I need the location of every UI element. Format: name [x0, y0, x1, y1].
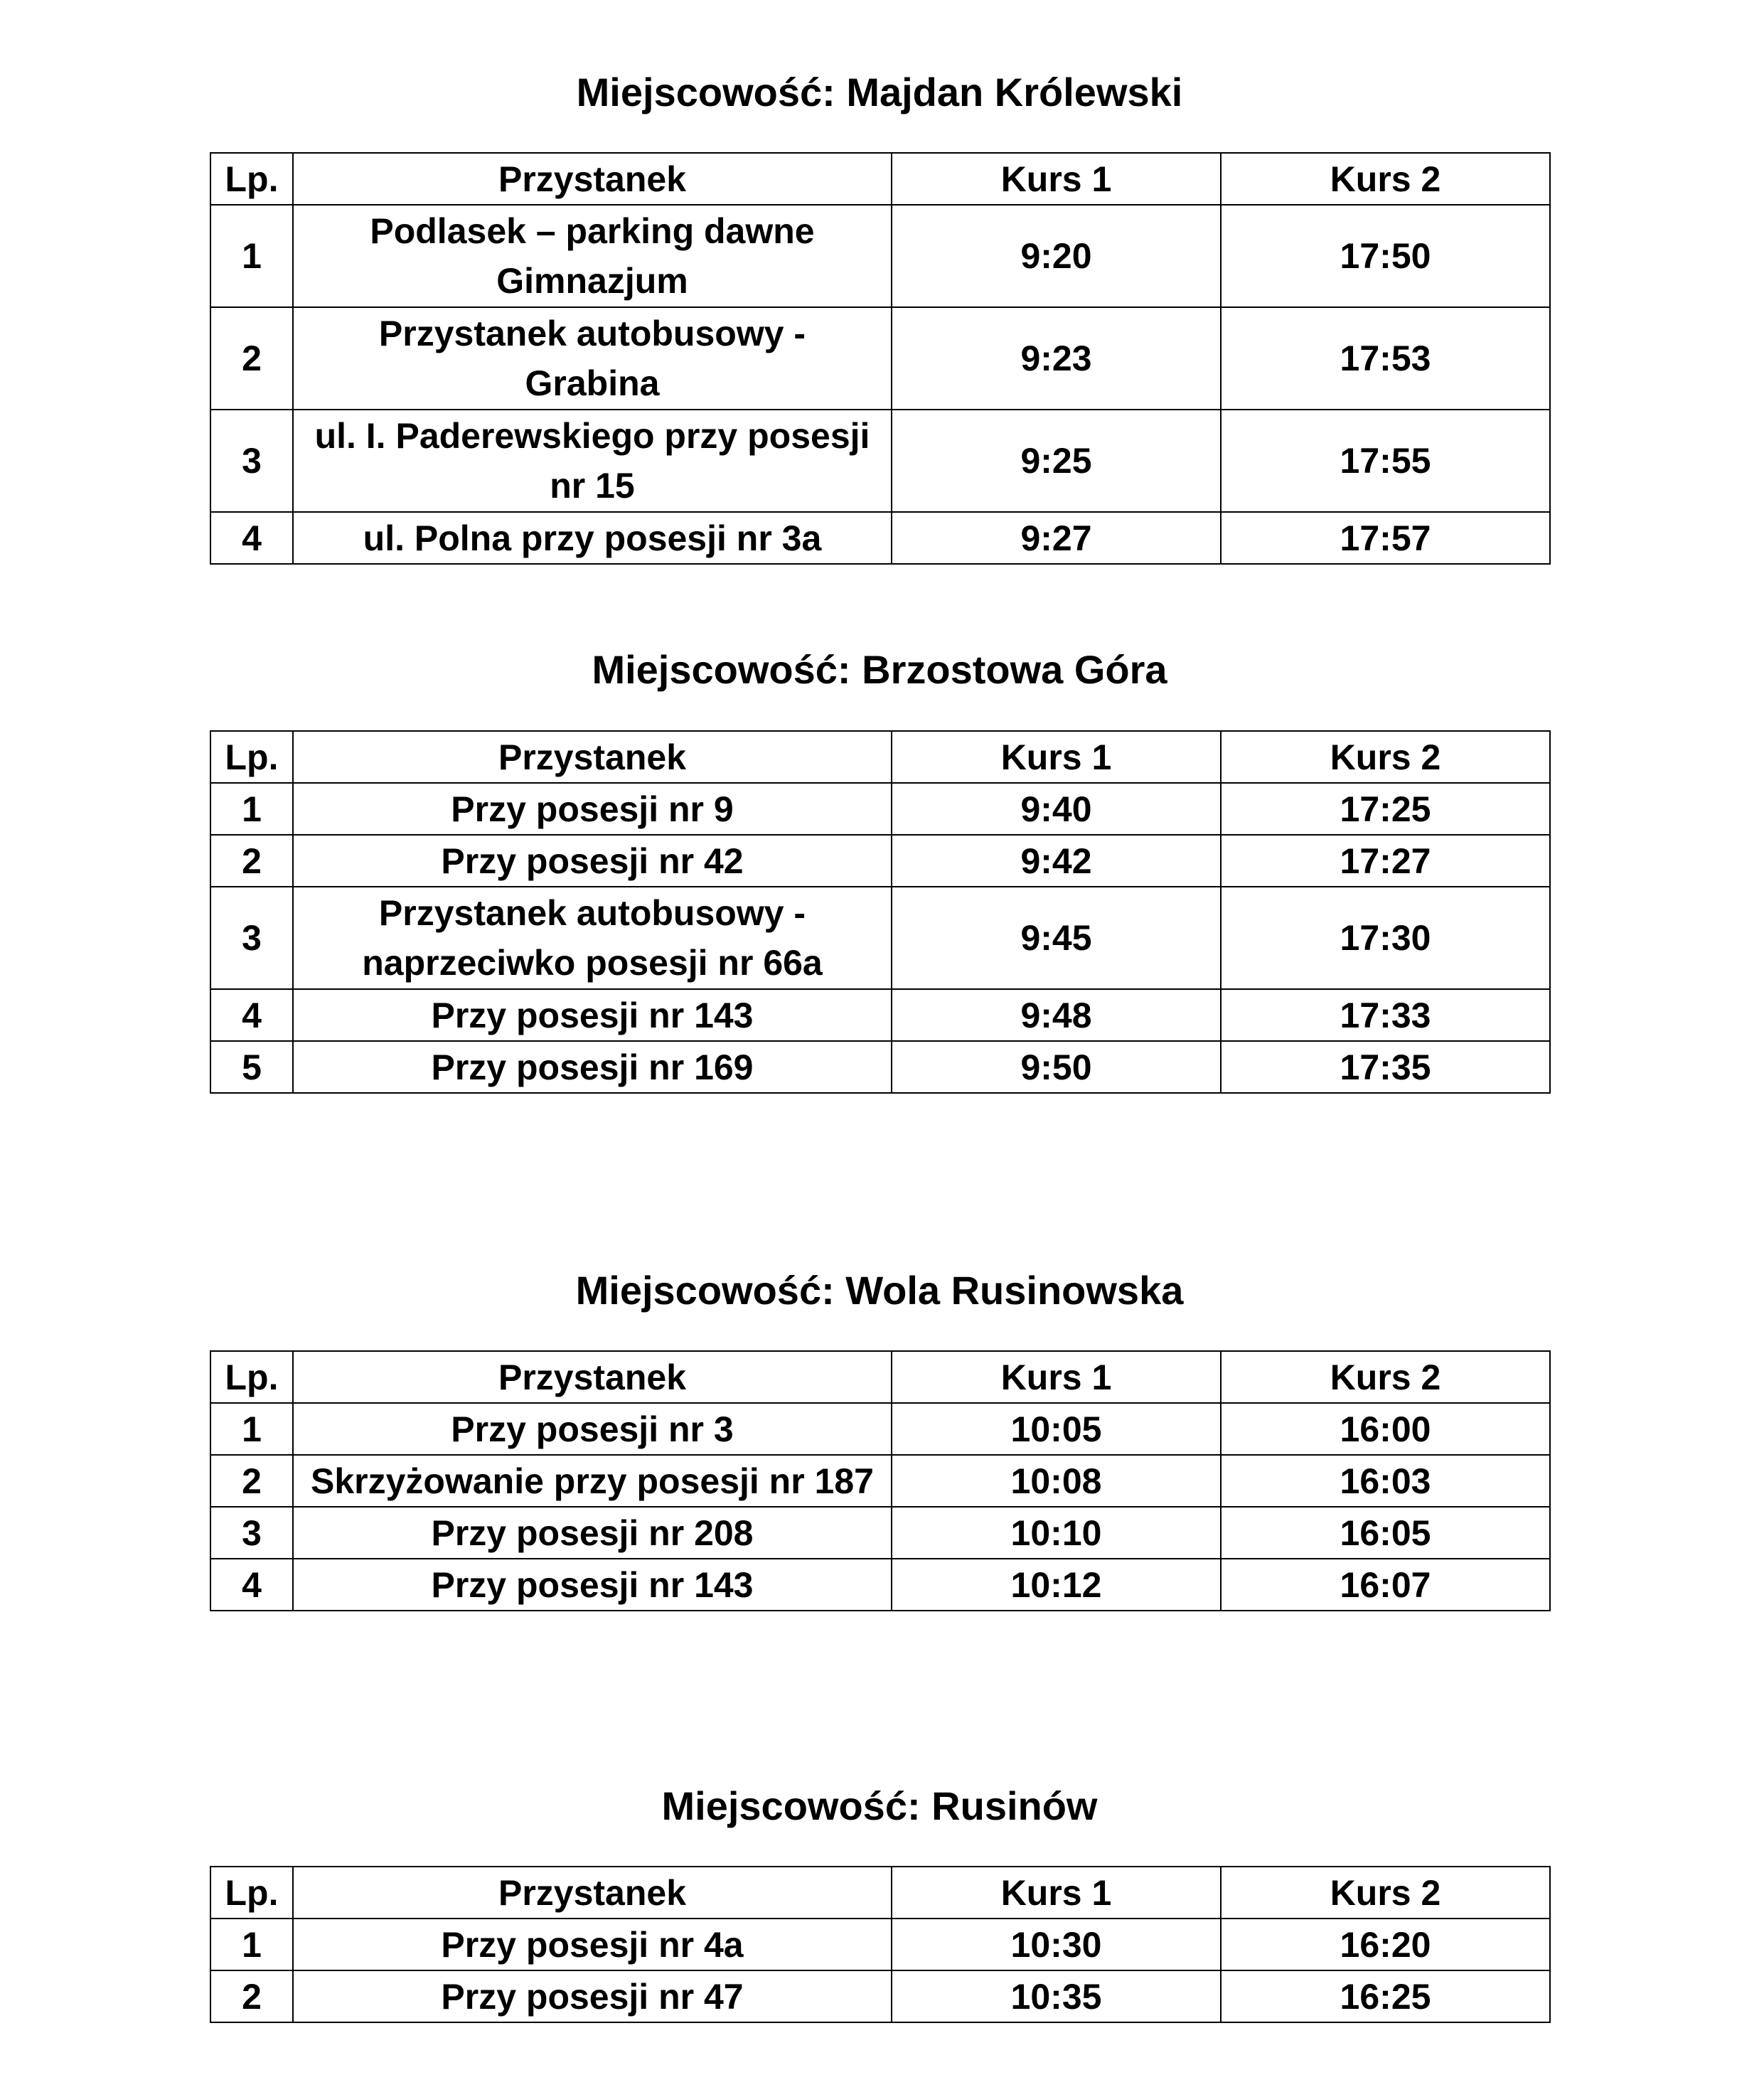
cell-stop: Przy posesji nr 4a [293, 1919, 892, 1970]
header-kurs-2: Kurs 2 [1221, 731, 1550, 783]
cell-lp: 5 [210, 1041, 293, 1093]
cell-kurs-2: 17:35 [1221, 1041, 1550, 1093]
cell-lp: 2 [210, 1455, 293, 1507]
section-title: Miejscowość: Brzostowa Góra [592, 647, 1167, 692]
cell-kurs-2: 17:50 [1221, 205, 1550, 307]
cell-stop: Przy posesji nr 9 [293, 783, 892, 835]
cell-kurs-2: 17:27 [1221, 835, 1550, 887]
cell-kurs-1: 10:05 [892, 1403, 1221, 1455]
header-lp: Lp. [210, 1351, 293, 1403]
cell-kurs-1: 9:48 [892, 989, 1221, 1041]
header-kurs-2: Kurs 2 [1221, 153, 1550, 205]
schedule-table [210, 730, 1551, 1094]
table-header-row [210, 1351, 1550, 1403]
cell-kurs-2: 17:30 [1221, 887, 1550, 989]
cell-lp: 4 [210, 989, 293, 1041]
table-row [210, 887, 1550, 989]
section-title: Miejscowość: Wola Rusinowska [575, 1268, 1184, 1313]
header-kurs-1: Kurs 1 [892, 1867, 1221, 1919]
cell-stop [293, 410, 892, 512]
cell-stop: Przy posesji nr 47 [293, 1970, 892, 2022]
header-kurs-1: Kurs 1 [892, 153, 1221, 205]
cell-stop [293, 307, 892, 410]
cell-lp: 1 [210, 1403, 293, 1455]
stop-line-2: nr 15 [550, 466, 635, 506]
table-row [210, 205, 1550, 307]
cell-kurs-1: 9:20 [892, 205, 1221, 307]
table-row [210, 783, 1550, 835]
cell-kurs-1: 9:27 [892, 512, 1221, 564]
cell-kurs-1: 9:23 [892, 307, 1221, 410]
table-header-row [210, 153, 1550, 205]
table-row [210, 1507, 1550, 1559]
cell-stop: Przy posesji nr 42 [293, 835, 892, 887]
table-row [210, 1455, 1550, 1507]
cell-kurs-1: 9:50 [892, 1041, 1221, 1093]
schedule-table [210, 152, 1551, 565]
stop-line-1: ul. I. Paderewskiego przy posesji [314, 416, 870, 456]
cell-kurs-1: 9:45 [892, 887, 1221, 989]
cell-lp: 3 [210, 887, 293, 989]
cell-kurs-2: 16:05 [1221, 1507, 1550, 1559]
cell-kurs-1: 10:10 [892, 1507, 1221, 1559]
cell-kurs-2: 16:03 [1221, 1455, 1550, 1507]
cell-stop: Przy posesji nr 208 [293, 1507, 892, 1559]
table-header-row [210, 731, 1550, 783]
header-kurs-1: Kurs 1 [892, 1351, 1221, 1403]
header-stop: Przystanek [293, 153, 892, 205]
cell-lp: 2 [210, 835, 293, 887]
schedule-table [210, 1866, 1551, 2023]
cell-lp: 3 [210, 410, 293, 512]
cell-stop: ul. Polna przy posesji nr 3a [293, 512, 892, 564]
table-row [210, 1970, 1550, 2022]
cell-stop: Przy posesji nr 169 [293, 1041, 892, 1093]
cell-lp: 1 [210, 783, 293, 835]
cell-kurs-1: 9:40 [892, 783, 1221, 835]
cell-kurs-1: 10:08 [892, 1455, 1221, 1507]
table-row [210, 1919, 1550, 1970]
section-title: Miejscowość: Rusinów [661, 1783, 1098, 1828]
stop-line-2: naprzeciwko posesji nr 66a [362, 943, 823, 983]
table-row [210, 410, 1550, 512]
table-row [210, 512, 1550, 564]
table-row [210, 835, 1550, 887]
cell-lp: 1 [210, 205, 293, 307]
stop-line-2: Gimnazjum [496, 261, 688, 301]
cell-kurs-2: 17:33 [1221, 989, 1550, 1041]
cell-lp: 2 [210, 1970, 293, 2022]
cell-stop: Przy posesji nr 143 [293, 1559, 892, 1611]
cell-kurs-1: 9:42 [892, 835, 1221, 887]
cell-lp: 4 [210, 1559, 293, 1611]
header-lp: Lp. [210, 153, 293, 205]
table-row [210, 1403, 1550, 1455]
cell-stop: Przy posesji nr 143 [293, 989, 892, 1041]
header-kurs-2: Kurs 2 [1221, 1351, 1550, 1403]
cell-kurs-1: 10:12 [892, 1559, 1221, 1611]
header-lp: Lp. [210, 731, 293, 783]
cell-kurs-1: 9:25 [892, 410, 1221, 512]
cell-kurs-2: 17:55 [1221, 410, 1550, 512]
cell-kurs-2: 16:07 [1221, 1559, 1550, 1611]
table-row [210, 989, 1550, 1041]
cell-lp: 3 [210, 1507, 293, 1559]
cell-kurs-2: 17:53 [1221, 307, 1550, 410]
schedule-table [210, 1350, 1551, 1611]
header-stop: Przystanek [293, 1351, 892, 1403]
section-title: Miejscowość: Majdan Królewski [576, 70, 1183, 114]
table-row [210, 307, 1550, 410]
cell-lp: 4 [210, 512, 293, 564]
cell-kurs-1: 10:35 [892, 1970, 1221, 2022]
stop-line-2: Grabina [525, 363, 660, 403]
cell-kurs-2: 16:20 [1221, 1919, 1550, 1970]
header-kurs-1: Kurs 1 [892, 731, 1221, 783]
cell-stop: Przy posesji nr 3 [293, 1403, 892, 1455]
cell-stop [293, 887, 892, 989]
stop-line-1: Podlasek – parking dawne [370, 211, 815, 251]
stop-line-1: Przystanek autobusowy - [378, 893, 806, 933]
header-stop: Przystanek [293, 731, 892, 783]
stop-line-1: Przystanek autobusowy - [378, 314, 806, 353]
cell-stop: Skrzyżowanie przy posesji nr 187 [293, 1455, 892, 1507]
header-lp: Lp. [210, 1867, 293, 1919]
cell-kurs-2: 16:25 [1221, 1970, 1550, 2022]
cell-kurs-2: 16:00 [1221, 1403, 1550, 1455]
cell-kurs-1: 10:30 [892, 1919, 1221, 1970]
header-kurs-2: Kurs 2 [1221, 1867, 1550, 1919]
table-header-row [210, 1867, 1550, 1919]
table-row [210, 1559, 1550, 1611]
cell-lp: 1 [210, 1919, 293, 1970]
header-stop: Przystanek [293, 1867, 892, 1919]
cell-stop [293, 205, 892, 307]
cell-lp: 2 [210, 307, 293, 410]
cell-kurs-2: 17:57 [1221, 512, 1550, 564]
table-row [210, 1041, 1550, 1093]
cell-kurs-2: 17:25 [1221, 783, 1550, 835]
